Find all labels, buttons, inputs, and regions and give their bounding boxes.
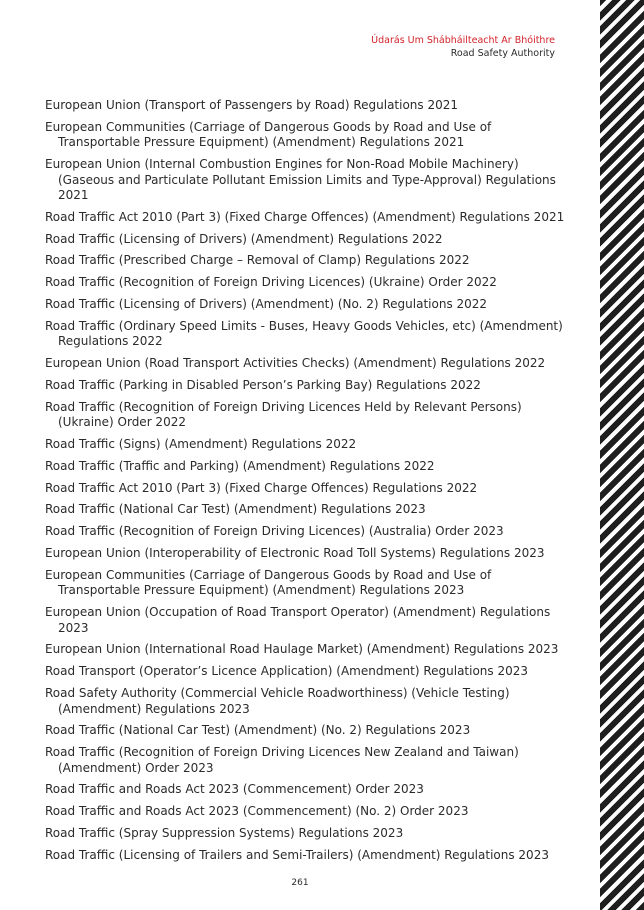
regulation-item: Road Traffic (Recognition of Foreign Driving Licences New Zealand and Taiwan) (Amendment) Order 2023 [45, 745, 519, 775]
regulation-item: Road Traffic (Traffic and Parking) (Amendment) Regulations 2022 [45, 458, 435, 473]
regulation-item: Road Traffic and Roads Act 2023 (Commencement) (No. 2) Order 2023 [45, 804, 469, 819]
regulation-item: Road Traffic (Signs) (Amendment) Regulations 2022 [45, 437, 357, 452]
regulation-item: Road Traffic Act 2010 (Part 3) (Fixed Charge Offences) Regulations 2022 [45, 480, 478, 495]
regulations-list [45, 98, 565, 870]
regulation-item: European Communities (Carriage of Dangerous Goods by Road and Use of Transportable Pressure Equipment) (Amendment) Regulations 2021 [45, 119, 492, 150]
regulation-item: Road Traffic (Licensing of Drivers) (Amendment) (No. 2) Regulations 2022 [45, 297, 488, 312]
regulation-item: Road Traffic (Recognition of Foreign Driving Licences) (Ukraine) Order 2022 [45, 275, 497, 290]
page-header [371, 34, 555, 60]
regulation-item: Road Traffic (Spray Suppression Systems) Regulations 2023 [45, 826, 404, 841]
regulation-item: Road Traffic Act 2010 (Part 3) (Fixed Charge Offences) (Amendment) Regulations 2021 [45, 209, 565, 224]
regulation-item: Road Traffic (National Car Test) (Amendment) (No. 2) Regulations 2023 [45, 723, 471, 738]
regulation-item: Road Traffic (Licensing of Drivers) (Amendment) Regulations 2022 [45, 231, 443, 246]
page-number: 261 [291, 878, 309, 888]
regulation-item: European Communities (Carriage of Dangerous Goods by Road and Use of Transportable Pressure Equipment) (Amendment) Regulations 2023 [45, 567, 492, 598]
regulation-item: European Union (International Road Haulage Market) (Amendment) Regulations 2023 [45, 642, 559, 657]
regulation-item: European Union (Occupation of Road Transport Operator) (Amendment) Regulations 2023 [45, 605, 551, 635]
decorative-hatched-stripe [600, 0, 644, 910]
regulation-item: Road Transport (Operator’s Licence Application) (Amendment) Regulations 2023 [45, 664, 529, 679]
regulation-item: Road Traffic (Licensing of Trailers and Semi-Trailers) (Amendment) Regulations 2023 [45, 847, 549, 862]
regulation-item: Road Safety Authority (Commercial Vehicle Roadworthiness) (Vehicle Testing) (Amendment) Regulations 2023 [45, 686, 510, 716]
regulation-item: Road Traffic (National Car Test) (Amendment) Regulations 2023 [45, 502, 426, 517]
regulation-item: Road Traffic and Roads Act 2023 (Commencement) Order 2023 [45, 782, 424, 797]
regulation-item: European Union (Transport of Passengers by Road) Regulations 2021 [45, 98, 459, 112]
header-english-name: Road Safety Authority [450, 48, 555, 59]
regulation-item: European Union (Interoperability of Electronic Road Toll Systems) Regulations 2023 [45, 546, 545, 561]
regulation-item: European Union (Road Transport Activities Checks) (Amendment) Regulations 2022 [45, 356, 546, 371]
regulation-item: Road Traffic (Prescribed Charge – Removal of Clamp) Regulations 2022 [45, 253, 470, 268]
regulation-item: Road Traffic (Ordinary Speed Limits - Buses, Heavy Goods Vehicles, etc) (Amendment) Regulations 2022 [45, 318, 563, 349]
header-irish-name: Údarás Um Shábháilteacht Ar Bhóithre [371, 35, 555, 46]
regulation-item: Road Traffic (Recognition of Foreign Driving Licences) (Australia) Order 2023 [45, 524, 504, 539]
regulation-item: Road Traffic (Parking in Disabled Person’s Parking Bay) Regulations 2022 [45, 377, 481, 392]
regulation-item: European Union (Internal Combustion Engines for Non-Road Mobile Machinery) (Gaseous and Particulate Pollutant Emission Limits and Type-Approval) Regulations 2021 [45, 157, 556, 203]
regulation-item: Road Traffic (Recognition of Foreign Driving Licences Held by Relevant Persons) (Ukraine) Order 2022 [45, 399, 522, 430]
